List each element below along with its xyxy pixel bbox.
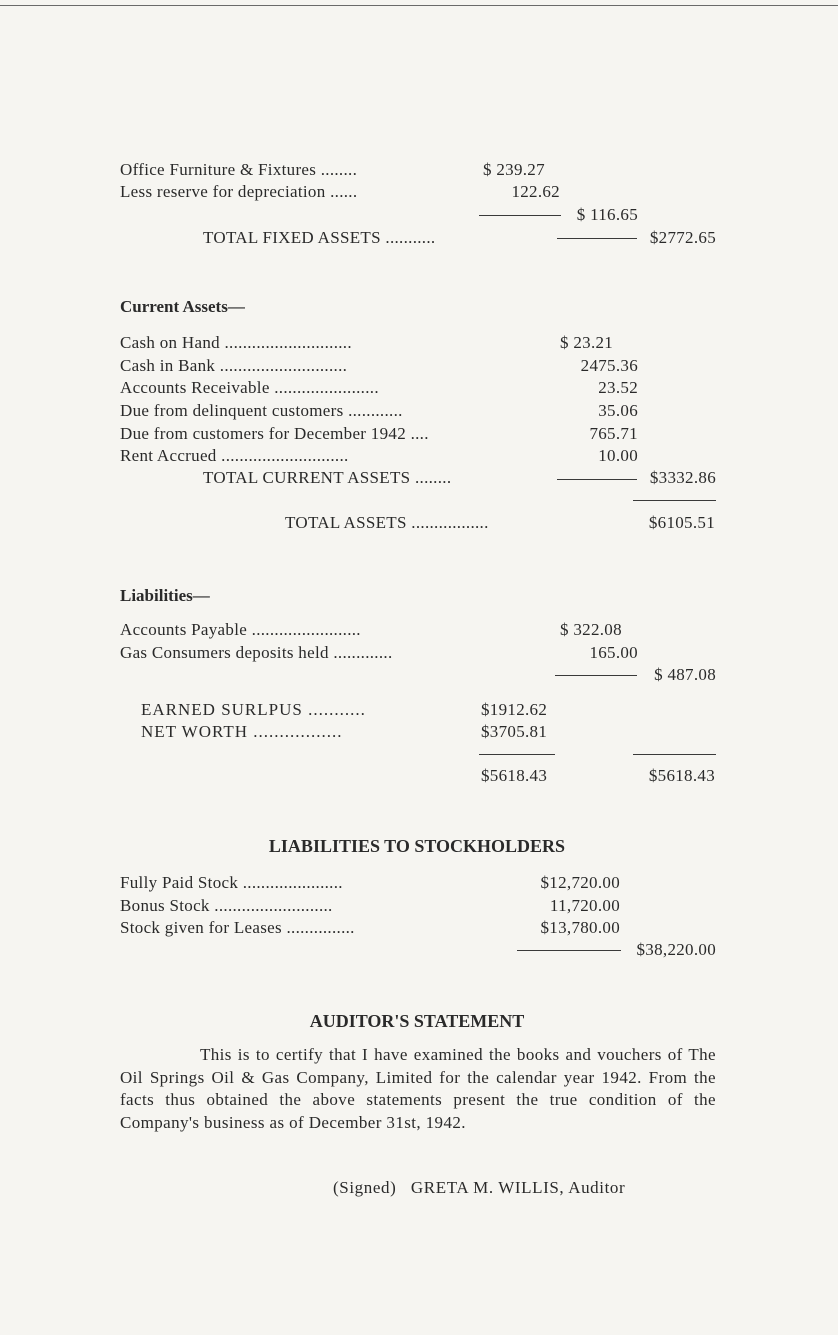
stock-total: $38,220.00 bbox=[636, 940, 716, 959]
dot-leader: ........................ bbox=[251, 620, 361, 639]
liabilities-subtotal: $ 487.08 bbox=[654, 665, 716, 684]
total-label: TOTAL CURRENT ASSETS bbox=[203, 468, 411, 487]
row-label: NET WORTH bbox=[141, 722, 248, 741]
dot-leader: ........ bbox=[320, 160, 358, 179]
row-cash-on-hand bbox=[120, 333, 352, 353]
row-delinquent bbox=[120, 401, 403, 421]
dot-leader: ........ bbox=[414, 468, 452, 487]
total-rule bbox=[557, 238, 637, 239]
dot-leader: ............. bbox=[333, 643, 393, 662]
current-assets-heading: Current Assets— bbox=[120, 297, 245, 316]
subtotal-rule bbox=[555, 675, 637, 676]
row-label: Cash on Hand bbox=[120, 333, 220, 352]
dot-leader: ...................... bbox=[242, 873, 343, 892]
row-label: Bonus Stock bbox=[120, 896, 210, 915]
dot-leader: ...... bbox=[330, 182, 358, 201]
total-fixed-assets-label bbox=[203, 228, 435, 248]
total-assets-label bbox=[285, 513, 489, 533]
dot-leader: ............... bbox=[286, 918, 355, 937]
row-december bbox=[120, 424, 429, 444]
amount-less-reserve: 122.62 bbox=[511, 182, 560, 201]
row-label: Due from delinquent customers bbox=[120, 401, 344, 420]
row-label: Stock given for Leases bbox=[120, 918, 282, 937]
row-label: Fully Paid Stock bbox=[120, 873, 239, 892]
dot-leader: ............................ bbox=[221, 446, 349, 465]
total-label: TOTAL ASSETS bbox=[285, 513, 407, 532]
row-label: Rent Accrued bbox=[120, 446, 217, 465]
sum-rule-right bbox=[633, 754, 716, 755]
dot-leader: ............................ bbox=[224, 333, 352, 352]
row-office-furniture bbox=[120, 160, 357, 180]
total-label: TOTAL FIXED ASSETS bbox=[203, 228, 381, 247]
row-label: Gas Consumers deposits held bbox=[120, 643, 329, 662]
amount-accounts-payable: $ 322.08 bbox=[560, 620, 622, 639]
dot-leader: ........... bbox=[308, 700, 366, 719]
auditor-signature: GRETA M. WILLIS, Auditor bbox=[410, 1178, 626, 1197]
dot-leader: ............................ bbox=[219, 356, 348, 375]
row-fully-paid bbox=[120, 873, 343, 893]
row-rent-accrued bbox=[120, 446, 349, 466]
row-leases bbox=[120, 918, 355, 938]
total-fixed-assets-amount: $2772.65 bbox=[649, 228, 716, 247]
row-accounts-payable bbox=[120, 620, 361, 640]
dot-leader: .......................... bbox=[214, 896, 333, 915]
liabilities-heading: Liabilities— bbox=[120, 586, 210, 605]
amount-bonus-stock: 11,720.00 bbox=[549, 896, 620, 915]
total-assets-rule bbox=[633, 500, 716, 501]
row-bonus-stock bbox=[120, 896, 333, 916]
amount-gas-deposits: 165.00 bbox=[589, 643, 638, 662]
row-label: EARNED SURLPUS bbox=[141, 700, 303, 719]
amount-cash-in-bank: 2475.36 bbox=[580, 356, 638, 375]
signed-label: (Signed) bbox=[333, 1178, 397, 1197]
auditor-signature-line bbox=[333, 1178, 625, 1198]
row-label: Accounts Receivable bbox=[120, 378, 270, 397]
dot-leader: ................. bbox=[253, 722, 343, 741]
row-earned-surplus bbox=[141, 700, 366, 720]
total-current-assets-label bbox=[203, 468, 451, 488]
dot-leader: ....................... bbox=[274, 378, 379, 397]
dot-leader: .... bbox=[410, 424, 429, 443]
amount-delinquent: 35.06 bbox=[598, 401, 638, 420]
auditor-heading: AUDITOR'S STATEMENT bbox=[309, 1011, 525, 1031]
amount-accounts-receivable: 23.52 bbox=[598, 378, 638, 397]
subtotal-rule bbox=[479, 215, 561, 216]
dot-leader: ............ bbox=[348, 401, 403, 420]
amount-fully-paid: $12,720.00 bbox=[540, 873, 620, 892]
row-label: Accounts Payable bbox=[120, 620, 248, 639]
dot-leader: ........... bbox=[385, 228, 436, 247]
total-assets-amount: $6105.51 bbox=[648, 513, 715, 532]
total-current-assets-amount: $3332.86 bbox=[649, 468, 716, 487]
row-accounts-receivable bbox=[120, 378, 379, 398]
row-less-reserve bbox=[120, 182, 357, 202]
sum-right: $5618.43 bbox=[648, 766, 715, 785]
amount-net-worth: $3705.81 bbox=[481, 722, 548, 741]
row-label: Cash in Bank bbox=[120, 356, 216, 375]
amount-rent-accrued: 10.00 bbox=[598, 446, 638, 465]
top-edge-rule bbox=[0, 5, 838, 6]
stockholders-heading: LIABILITIES TO STOCKHOLDERS bbox=[268, 836, 566, 856]
amount-cash-on-hand: $ 23.21 bbox=[560, 333, 614, 352]
auditor-paragraph: This is to certify that I have examined the books and vouchers of The Oil Springs Oil & Gas Company, Limited for the calendar year 1942. From the facts thus obtained the above statements present the true condition of the Company's business as of December 31st, 1942. bbox=[120, 1045, 716, 1132]
row-label: Less reserve for depreciation bbox=[120, 182, 326, 201]
amount-earned-surplus: $1912.62 bbox=[481, 700, 548, 719]
amount-office-furniture: $ 239.27 bbox=[483, 160, 545, 179]
row-cash-in-bank bbox=[120, 356, 347, 376]
row-label: Office Furniture & Fixtures bbox=[120, 160, 317, 179]
row-gas-deposits bbox=[120, 643, 393, 663]
row-net-worth bbox=[141, 722, 342, 742]
stock-total-rule bbox=[517, 950, 621, 951]
total-rule bbox=[557, 479, 637, 480]
sum-left: $5618.43 bbox=[481, 766, 548, 785]
amount-leases: $13,780.00 bbox=[540, 918, 620, 937]
fixed-subtotal: $ 116.65 bbox=[576, 205, 638, 224]
dot-leader: ................. bbox=[411, 513, 489, 532]
amount-december: 765.71 bbox=[589, 424, 638, 443]
sum-rule-left bbox=[479, 754, 555, 755]
row-label: Due from customers for December 1942 bbox=[120, 424, 407, 443]
